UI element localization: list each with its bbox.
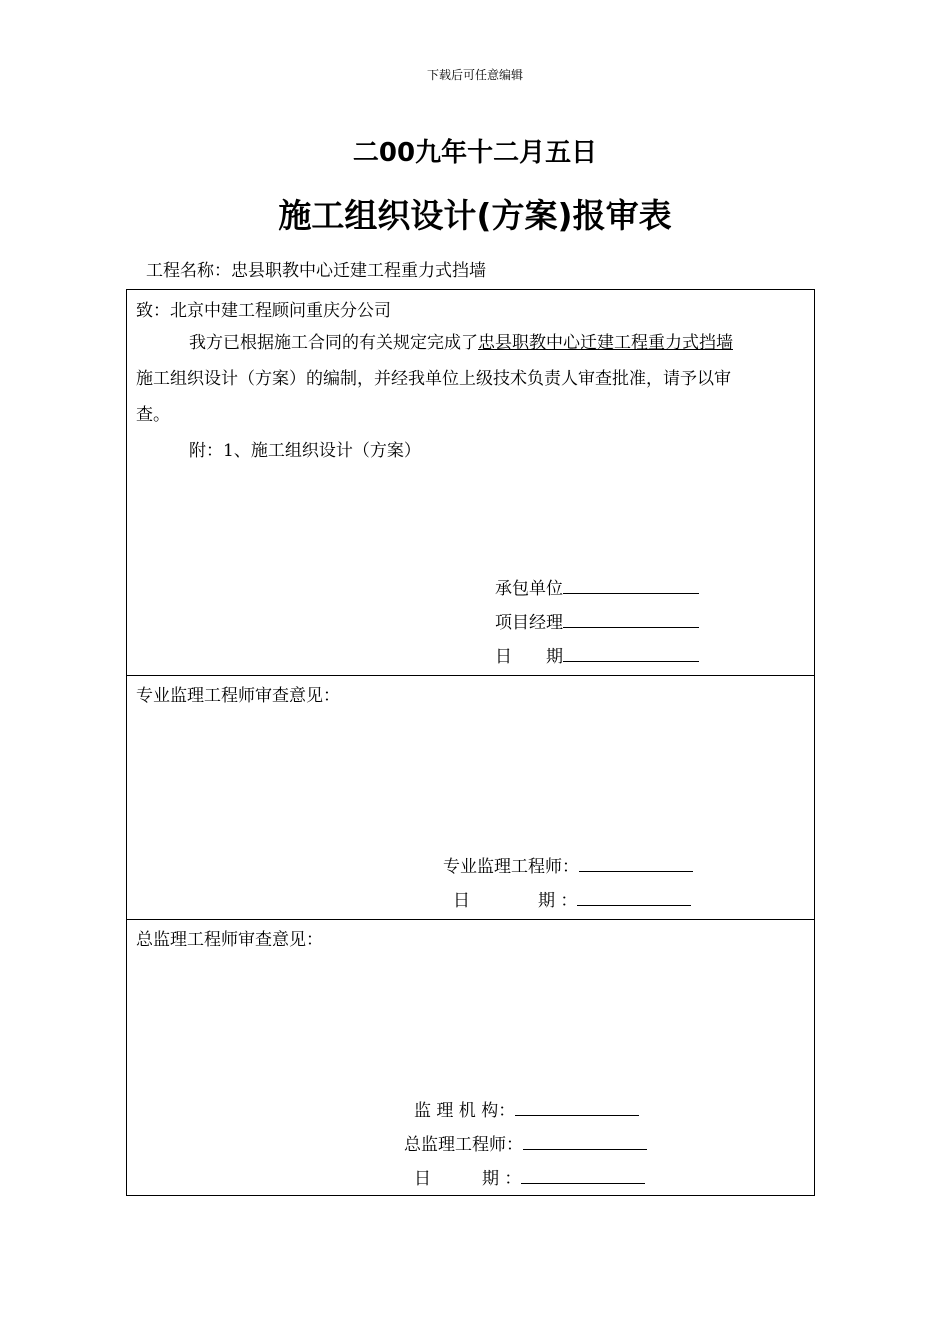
specialist-review-heading: 专业监理工程师审查意见： — [136, 686, 340, 706]
chief-review-section — [127, 920, 814, 1196]
addressee-label: 致： — [136, 301, 170, 321]
project-name-line — [146, 256, 486, 281]
submission-body-line2: 施工组织设计（方案）的编制，并经我单位上级技术负责人审查批准，请予以审 — [136, 369, 731, 389]
contractor-date-blank[interactable] — [563, 647, 699, 662]
chief-review-heading: 总监理工程师审查意见： — [136, 930, 323, 950]
supervision-org-line — [414, 1096, 639, 1121]
addressee-name: 北京中建工程顾问重庆分公司 — [170, 301, 391, 321]
manager-signature-line — [495, 608, 699, 633]
specialist-date-line — [453, 886, 691, 911]
project-name: 忠县职教中心迁建工程重力式挡墙 — [231, 261, 486, 281]
date-title: 二00九年十二月五日 — [352, 138, 598, 168]
chief-engineer-line — [404, 1130, 647, 1155]
chief-date-blank[interactable] — [521, 1169, 645, 1184]
chief-date-line — [414, 1164, 645, 1189]
contractor-date-line — [495, 642, 699, 667]
addressee-line — [136, 296, 391, 321]
body-prefix: 我方已根据施工合同的有关规定完成了 — [189, 333, 478, 353]
supervision-org-blank[interactable] — [515, 1101, 639, 1116]
manager-label: 项目经理 — [495, 613, 563, 633]
supervision-org-label: 监 理 机 构： — [414, 1101, 516, 1121]
specialist-date-blank[interactable] — [577, 891, 691, 906]
project-label: 工程名称： — [146, 261, 231, 281]
specialist-label: 专业监理工程师： — [443, 857, 579, 877]
body-project-name: 忠县职教中心迁建工程重力式挡墙 — [478, 333, 733, 353]
contractor-label: 承包单位 — [495, 579, 563, 599]
chief-engineer-blank[interactable] — [523, 1135, 647, 1150]
chief-date-label: 日 期 ： — [414, 1169, 522, 1189]
submission-body-line1 — [189, 328, 733, 353]
manager-blank[interactable] — [563, 613, 699, 628]
submission-section — [127, 290, 814, 676]
submission-body-line3: 查。 — [136, 405, 170, 425]
chief-engineer-label: 总监理工程师： — [404, 1135, 523, 1155]
header-note: 下载后可任意编辑 — [426, 68, 523, 82]
contractor-signature-line — [495, 574, 699, 599]
contractor-blank[interactable] — [563, 579, 699, 594]
approval-form-table — [126, 289, 815, 1196]
contractor-date-label: 日 期 — [495, 647, 563, 667]
attachment-line: 附：1、施工组织设计（方案） — [189, 441, 421, 461]
specialist-blank[interactable] — [579, 857, 693, 872]
specialist-review-section — [127, 676, 814, 920]
specialist-date-label: 日 期 ： — [453, 891, 578, 911]
form-title: 施工组织设计(方案)报审表 — [278, 196, 672, 235]
specialist-signature-line — [443, 852, 693, 877]
